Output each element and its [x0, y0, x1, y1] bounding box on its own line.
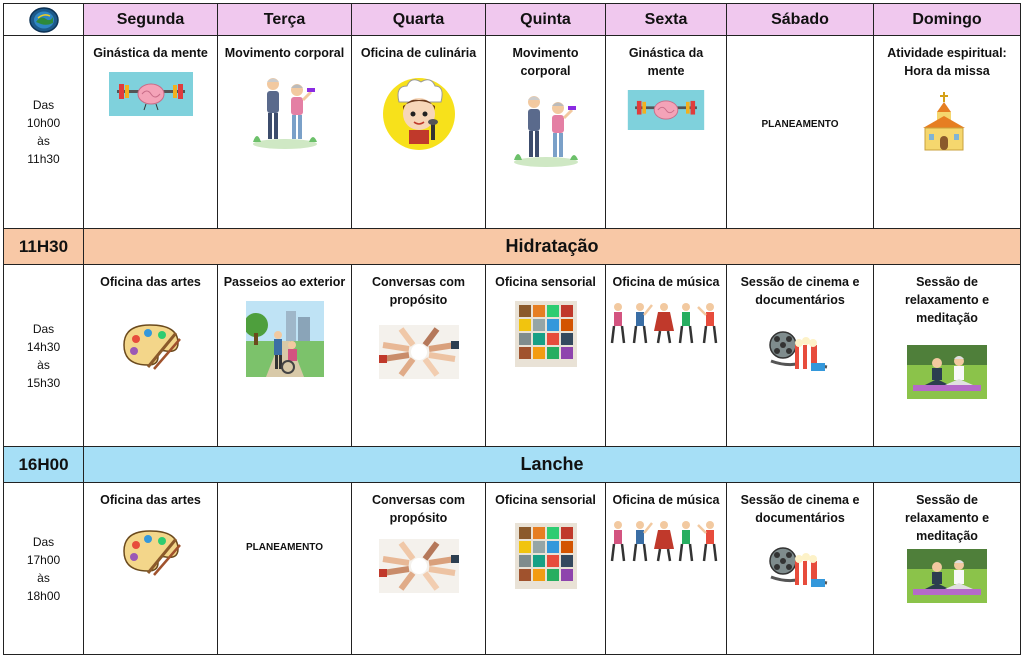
- activity-label: Movimento corporal: [224, 46, 345, 61]
- sensory-board-icon: [515, 523, 577, 589]
- afternoon-block-row: [4, 265, 1021, 447]
- activity-label: Oficina das artes: [100, 275, 201, 290]
- sensory-board-icon: [515, 301, 577, 367]
- time-line: 14h30: [26, 339, 61, 354]
- day-header-friday: Sexta: [606, 4, 727, 36]
- activity-label: Ginástica da mente: [93, 46, 208, 61]
- hands-circle-icon: [379, 539, 459, 593]
- activity-label: Oficina de culinária: [360, 46, 477, 61]
- activity-cell: [218, 483, 352, 655]
- activity-label: Movimento corporal: [512, 46, 579, 79]
- day-header-thursday: Quinta: [486, 4, 606, 36]
- break-label: Hidratação: [84, 229, 1021, 265]
- time-line: Das: [32, 98, 55, 113]
- time-line: 18h00: [26, 588, 61, 603]
- activity-cell: [874, 265, 1021, 447]
- activity-cell: [84, 36, 218, 229]
- activity-label: Conversas com propósito: [371, 275, 466, 308]
- activity-label: Oficina de música: [612, 493, 720, 508]
- time-line: 17h00: [26, 552, 61, 567]
- planning-label: PLANEAMENTO: [761, 119, 839, 131]
- activity-cell: [486, 483, 606, 655]
- dancing-people-icon: [610, 519, 722, 565]
- activity-label: Oficina de música: [612, 275, 720, 290]
- dancing-people-icon: [610, 301, 722, 347]
- weekly-schedule-table: [3, 3, 1021, 655]
- activity-cell: [727, 36, 874, 229]
- brain-gym-icon: [109, 72, 193, 116]
- activity-label: Conversas com propósito: [371, 493, 466, 526]
- cinema-icon: [767, 327, 833, 375]
- late-afternoon-block-row: [4, 483, 1021, 655]
- time-line: 11h30: [27, 152, 60, 167]
- activity-cell: [727, 265, 874, 447]
- paint-palette-icon: [118, 525, 184, 577]
- day-header-sunday: Domingo: [874, 4, 1021, 36]
- time-line: às: [37, 134, 50, 149]
- activity-cell: [727, 483, 874, 655]
- break-time: 11H30: [4, 229, 84, 265]
- activity-label: Atividade espiritual: Hora da missa: [887, 46, 1007, 79]
- time-line: 10h00: [26, 116, 61, 131]
- chef-icon: [379, 72, 459, 152]
- day-header-saturday: Sábado: [727, 4, 874, 36]
- activity-label: Oficina sensorial: [495, 275, 596, 290]
- header-row: [4, 4, 1021, 36]
- activity-label: Sessão de cinema e documentários: [740, 275, 860, 308]
- planning-label: PLANEAMENTO: [245, 541, 324, 553]
- meditation-icon: [907, 345, 987, 399]
- activity-label: Sessão de relaxamento e meditação: [904, 275, 990, 326]
- paint-palette-icon: [118, 319, 184, 371]
- break-time: 16H00: [4, 447, 84, 483]
- activity-cell: [218, 36, 352, 229]
- activity-cell: [218, 265, 352, 447]
- activity-cell: [486, 36, 606, 229]
- activity-cell: [352, 483, 486, 655]
- day-header-wednesday: Quarta: [352, 4, 486, 36]
- organization-logo-icon: [29, 7, 59, 33]
- break-row-hydration: [4, 229, 1021, 265]
- elderly-exercise-icon: [510, 90, 582, 168]
- day-header-monday: Segunda: [84, 4, 218, 36]
- activity-label: Passeios ao exterior: [223, 275, 346, 290]
- activity-cell: [352, 36, 486, 229]
- time-line: 15h30: [26, 375, 61, 390]
- activity-cell: [606, 265, 727, 447]
- time-cell: [4, 483, 84, 655]
- park-walk-icon: [246, 301, 324, 377]
- break-row-snack: [4, 447, 1021, 483]
- activity-cell: [486, 265, 606, 447]
- activity-label: Ginástica da mente: [628, 46, 704, 79]
- time-line: Das: [32, 534, 55, 549]
- activity-cell: [606, 36, 727, 229]
- brain-gym-icon: [627, 90, 705, 130]
- time-line: Das: [32, 321, 55, 336]
- activity-label: Oficina das artes: [100, 493, 201, 508]
- elderly-exercise-icon: [249, 72, 321, 150]
- activity-label: Oficina sensorial: [495, 493, 596, 508]
- break-label: Lanche: [84, 447, 1021, 483]
- time-line: às: [37, 357, 50, 372]
- morning-block-row: [4, 36, 1021, 229]
- day-header-tuesday: Terça: [218, 4, 352, 36]
- logo-cell: [4, 4, 84, 36]
- activity-cell: [352, 265, 486, 447]
- activity-cell: [606, 483, 727, 655]
- activity-label: Sessão de cinema e documentários: [740, 493, 860, 526]
- activity-cell: [84, 483, 218, 655]
- time-cell: [4, 36, 84, 229]
- church-icon: [917, 90, 977, 156]
- activity-cell: [874, 483, 1021, 655]
- cinema-icon: [767, 543, 833, 591]
- time-line: às: [37, 570, 50, 585]
- activity-cell: [874, 36, 1021, 229]
- time-cell: [4, 265, 84, 447]
- hands-circle-icon: [379, 325, 459, 379]
- activity-label: Sessão de relaxamento e meditação: [904, 493, 990, 544]
- meditation-icon: [907, 549, 987, 603]
- activity-cell: [84, 265, 218, 447]
